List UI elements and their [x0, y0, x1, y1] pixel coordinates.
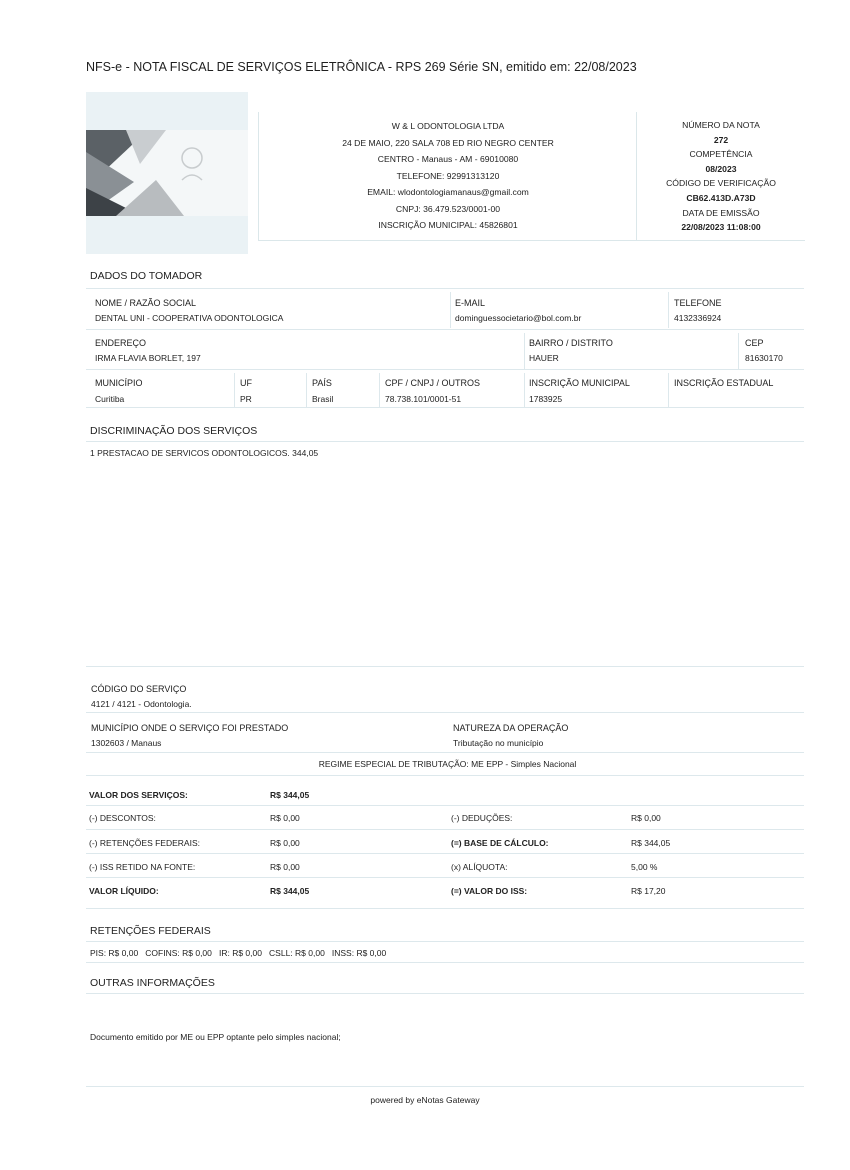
deductions-label: (-) DEDUÇÕES:: [451, 813, 513, 823]
taker-phone-label: TELEFONE: [674, 298, 722, 308]
divider: [379, 373, 380, 407]
taker-section-title: DADOS DO TOMADOR: [90, 270, 203, 282]
provider-cnpj: CNPJ: 36.479.523/0001-00: [395, 203, 501, 214]
provider-phone: TELEFONE: 92991313120: [396, 170, 500, 181]
divider: [306, 373, 307, 407]
divider: [86, 369, 804, 370]
federal-retentions-value: R$ 0,00: [270, 838, 300, 848]
iss-withheld-value: R$ 0,00: [270, 862, 300, 872]
issue-date: 22/08/2023 11:08:00: [681, 222, 761, 233]
note-number: 272: [713, 134, 729, 145]
taker-country: Brasil: [312, 394, 334, 404]
divider: [86, 752, 804, 753]
divider: [86, 853, 804, 854]
verification-code: CB62.413D.A73D: [686, 192, 756, 203]
taker-address-label: ENDEREÇO: [95, 338, 147, 348]
competence-label: COMPETÊNCIA: [689, 149, 753, 160]
tax-rate-label: (x) ALÍQUOTA:: [451, 862, 508, 872]
service-place-label: MUNICÍPIO ONDE O SERVIÇO FOI PRESTADO: [91, 723, 289, 733]
divider: [86, 908, 804, 909]
note-number-label: NÚMERO DA NOTA: [682, 120, 760, 130]
note-info-block: [636, 112, 805, 241]
calc-base-value: R$ 344,05: [631, 838, 671, 848]
tax-regime: REGIME ESPECIAL DE TRIBUTAÇÃO: ME EPP - Simples Nacional: [318, 759, 577, 769]
company-logo: [86, 92, 248, 254]
service-place: 1302603 / Manaus: [91, 738, 162, 748]
competence-value: 08/2023: [705, 163, 737, 174]
taker-email-label: E-MAIL: [455, 298, 486, 308]
divider: [86, 441, 804, 442]
divider: [86, 288, 804, 289]
calc-base-label: (=) BASE DE CÁLCULO:: [451, 838, 549, 848]
tax-rate-value: 5,00 %: [631, 862, 658, 872]
divider: [450, 292, 451, 328]
taker-phone: 4132336924: [674, 313, 722, 323]
taker-cep: 81630170: [745, 353, 783, 363]
net-value-label: VALOR LÍQUIDO:: [89, 886, 159, 896]
taker-name: DENTAL UNI - COOPERATIVA ODONTOLOGICA: [95, 313, 284, 323]
taker-doc: 78.738.101/0001-51: [385, 394, 462, 404]
taker-cep-label: CEP: [745, 338, 764, 348]
taker-country-label: PAÍS: [312, 378, 332, 388]
divider: [86, 829, 804, 830]
divider: [86, 805, 804, 806]
taker-address: IRMA FLAVIA BORLET, 197: [95, 353, 201, 363]
divider: [738, 333, 739, 369]
divider: [86, 666, 804, 667]
services-value: R$ 344,05: [270, 790, 310, 800]
service-code-label: CÓDIGO DO SERVIÇO: [91, 684, 187, 694]
taker-district-label: BAIRRO / DISTRITO: [529, 338, 613, 348]
deductions-value: R$ 0,00: [631, 813, 661, 823]
taker-uf: PR: [240, 394, 252, 404]
federal-section-title: RETENÇÕES FEDERAIS: [90, 925, 211, 937]
taker-city: Curitiba: [95, 394, 125, 404]
taker-doc-label: CPF / CNPJ / OUTROS: [385, 378, 481, 388]
iss-value-label: (=) VALOR DO ISS:: [451, 886, 528, 896]
discounts-label: (-) DESCONTOS:: [89, 813, 156, 823]
divider: [86, 941, 804, 942]
provider-district-city: CENTRO - Manaus - AM - 69010080: [377, 154, 519, 164]
service-code: 4121 / 4121 - Odontologia.: [91, 699, 192, 709]
company-logo-graphic: [86, 92, 248, 254]
divider: [524, 373, 525, 407]
divider: [668, 292, 669, 328]
divider: [234, 373, 235, 407]
discounts-value: R$ 0,00: [270, 813, 300, 823]
services-description: 1 PRESTACAO DE SERVICOS ODONTOLOGICOS. 344,05: [90, 448, 319, 458]
provider-municipal-registration: INSCRIÇÃO MUNICIPAL: 45826801: [378, 220, 518, 230]
iss-value: R$ 17,20: [631, 886, 666, 896]
divider: [86, 329, 804, 330]
federal-retentions-label: (-) RETENÇÕES FEDERAIS:: [89, 838, 200, 848]
taker-email: dominguessocietario@bol.com.br: [455, 313, 582, 323]
operation-nature: Tributação no município: [453, 738, 544, 748]
divider: [524, 333, 525, 369]
divider: [86, 712, 804, 713]
taker-municipal-label: INSCRIÇÃO MUNICIPAL: [529, 378, 630, 388]
divider: [86, 407, 804, 408]
services-value-label: VALOR DOS SERVIÇOS:: [89, 790, 188, 800]
provider-email: EMAIL: wlodontologiamanaus@gmail.com: [367, 187, 529, 197]
provider-address: 24 DE MAIO, 220 SALA 708 ED RIO NEGRO CENTER: [342, 137, 554, 148]
taker-uf-label: UF: [240, 378, 252, 388]
other-info-text: Documento emitido por ME ou EPP optante pelo simples nacional;: [90, 1032, 341, 1042]
iss-withheld-label: (-) ISS RETIDO NA FONTE:: [89, 862, 196, 872]
footer-powered-by: powered by eNotas Gateway: [370, 1095, 480, 1105]
taker-municipal: 1783925: [529, 394, 563, 404]
services-section-title: DISCRIMINAÇÃO DOS SERVIÇOS: [90, 425, 258, 437]
provider-name: W & L ODONTOLOGIA LTDA: [391, 121, 505, 131]
taker-city-label: MUNICÍPIO: [95, 378, 143, 388]
taker-district: HAUER: [529, 353, 559, 363]
taker-state-label: INSCRIÇÃO ESTADUAL: [674, 378, 774, 388]
other-section-title: OUTRAS INFORMAÇÕES: [90, 977, 215, 989]
net-value: R$ 344,05: [270, 886, 310, 896]
divider: [86, 877, 804, 878]
operation-nature-label: NATUREZA DA OPERAÇÃO: [453, 723, 569, 733]
taker-name-label: NOME / RAZÃO SOCIAL: [95, 298, 197, 308]
federal-retentions-line: PIS: R$ 0,00 COFINS: R$ 0,00 IR: R$ 0,00 CSLL: R$ 0,00 INSS: R$ 0,00: [90, 948, 387, 958]
divider: [86, 962, 804, 963]
divider: [86, 1086, 804, 1087]
document-title: NFS-e - NOTA FISCAL DE SERVIÇOS ELETRÔNICA - RPS 269 Série SN, emitido em: 22/08/2023: [86, 60, 637, 74]
divider: [86, 993, 804, 994]
issue-date-label: DATA DE EMISSÃO: [682, 207, 760, 218]
divider: [86, 775, 804, 776]
provider-block: [258, 112, 637, 241]
verification-label: CÓDIGO DE VERIFICAÇÃO: [666, 178, 776, 189]
divider: [668, 373, 669, 407]
